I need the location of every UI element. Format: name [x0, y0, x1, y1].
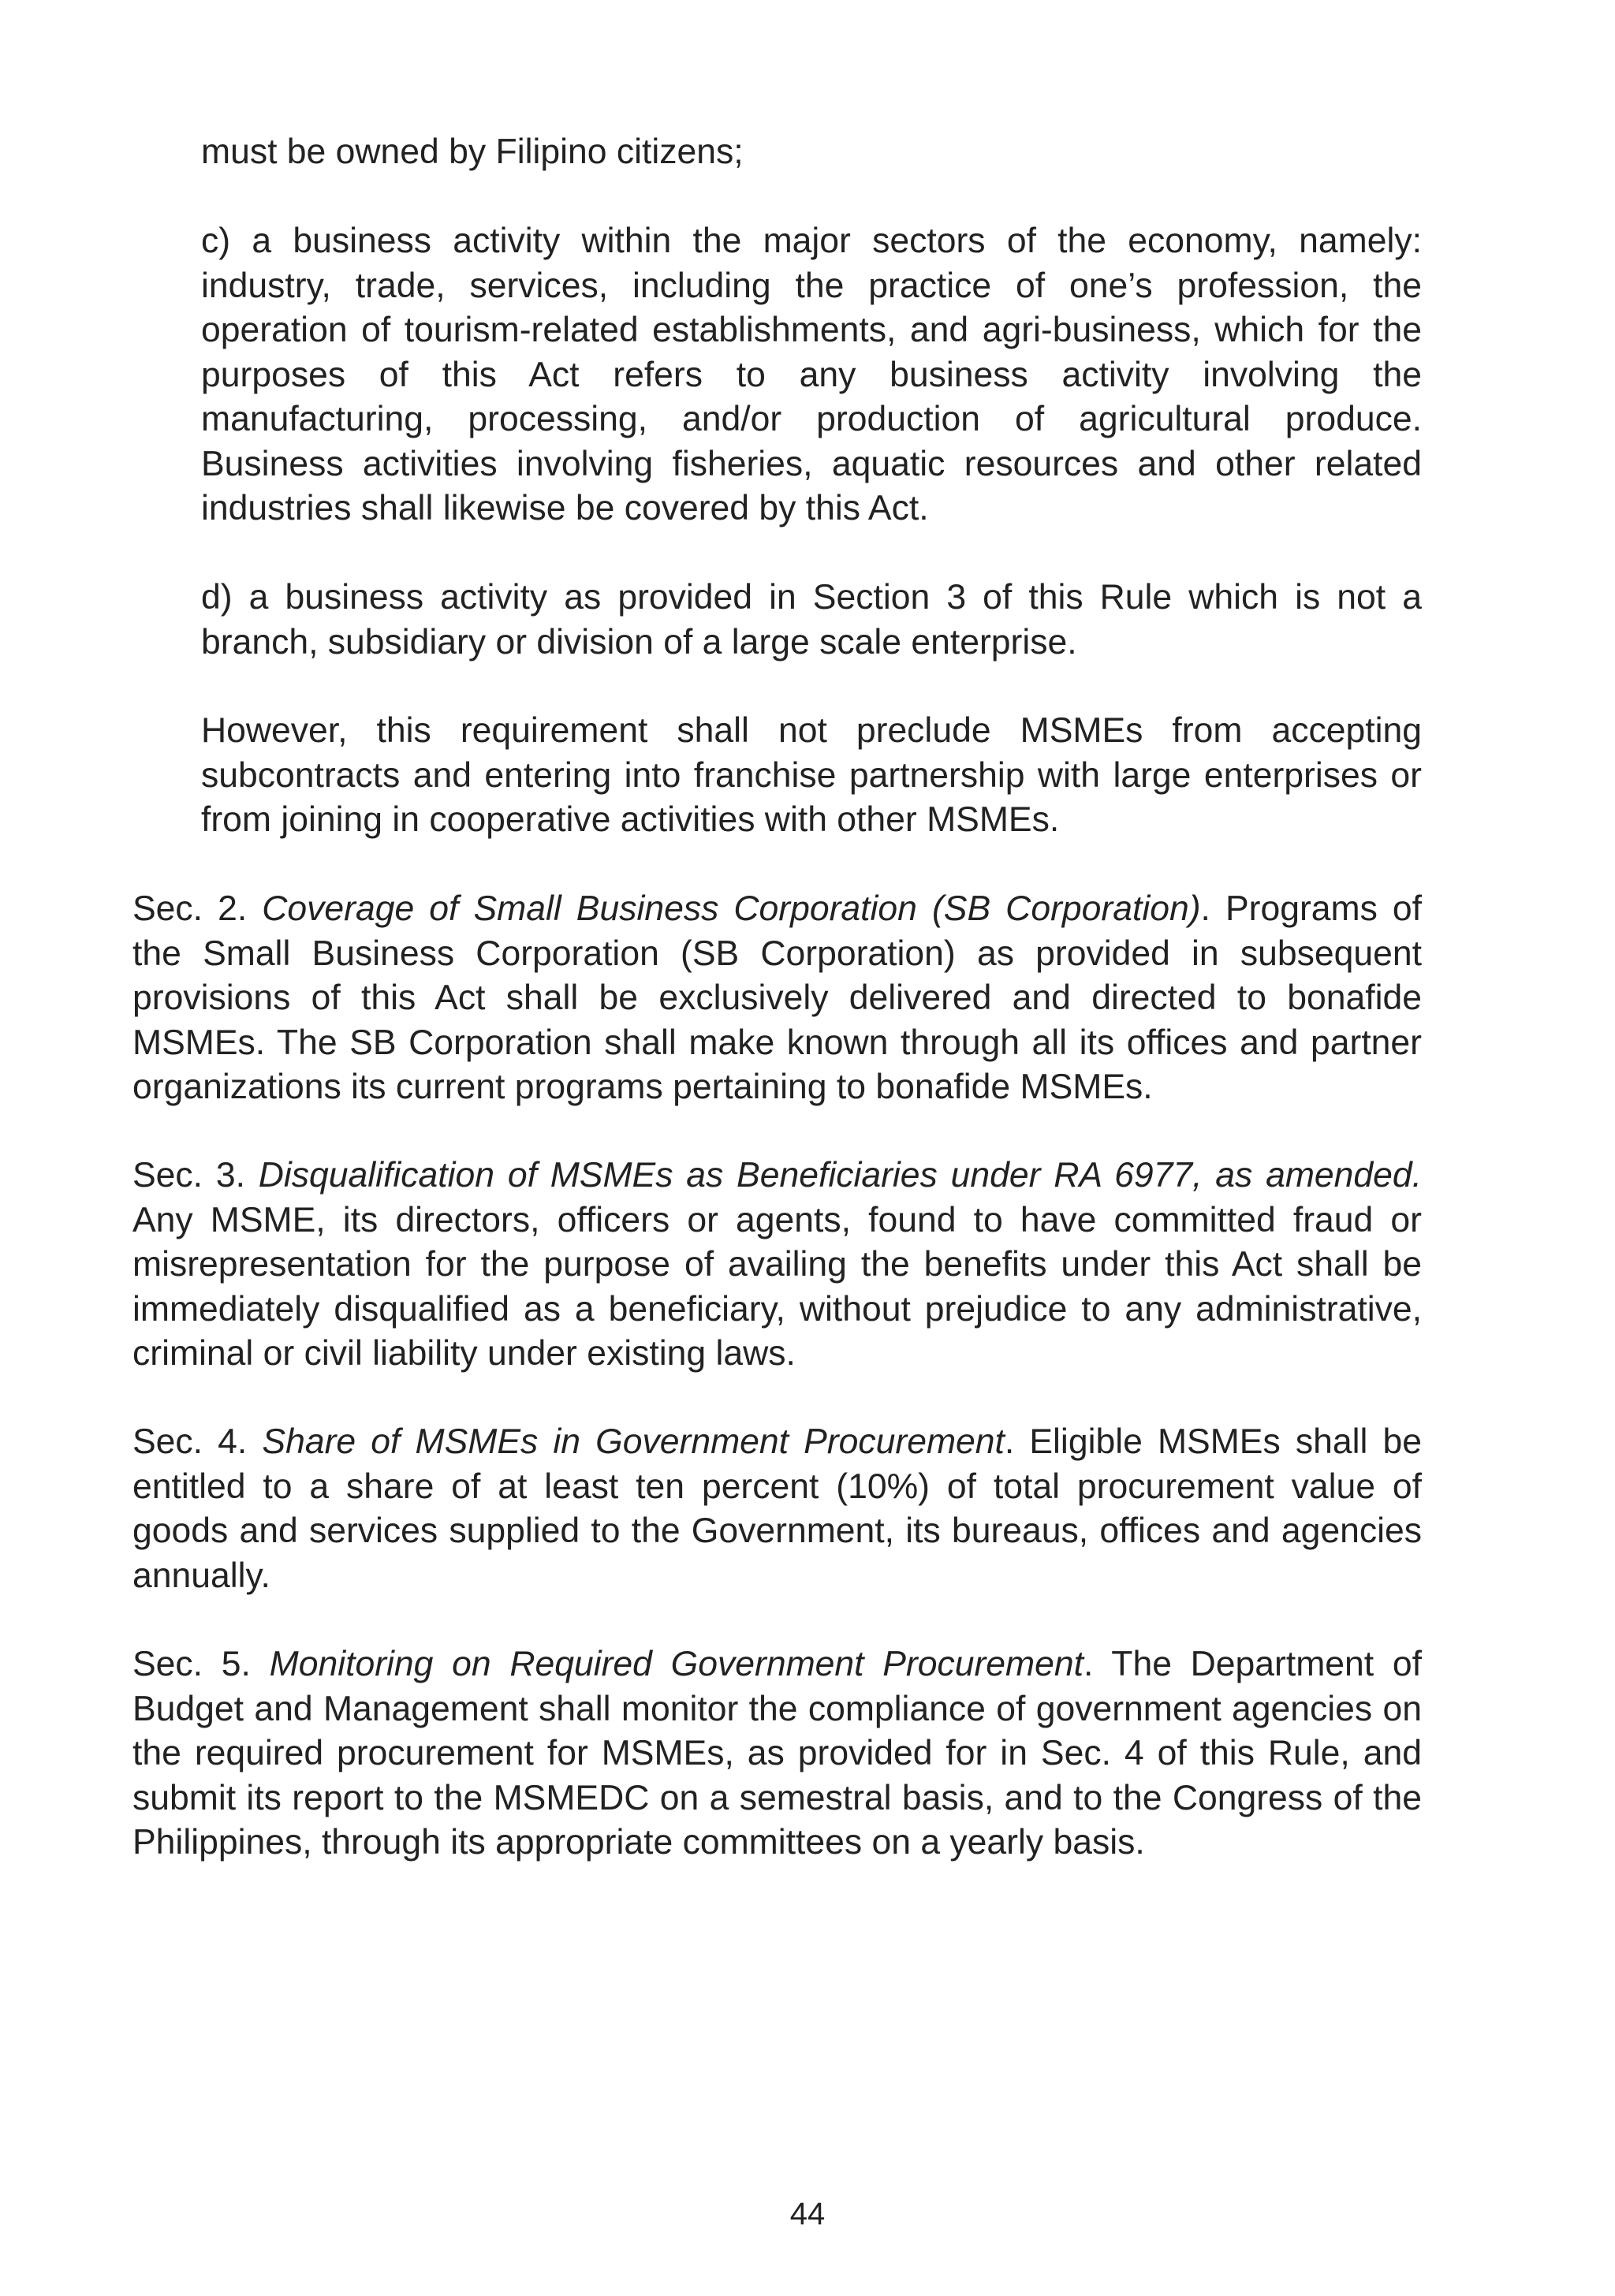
- section-title: Share of MSMEs in Government Procurement: [262, 1422, 1005, 1461]
- section-label: Sec. 2.: [132, 889, 248, 928]
- section-label: Sec. 5.: [132, 1645, 251, 1683]
- section-body: . Programs of the Small Business Corporation (SB Corporation) as provided in subsequent provisions of this Act shall be exclusively delivered and directed to bonafide MSMEs. The SB Corporation shall make known through all its offices and partner organizations its current programs pertaining to bonafide MSMEs.: [132, 889, 1422, 1106]
- section-body: . The Department of Budget and Management shall monitor the compliance of government agencies on the required procurement for MSMEs, as provided for in Sec. 4 of this Rule, and submit its report to the MSMEDC on a semestral basis, and to the Congress of the Philippines, through its appropriate committees on a yearly basis.: [132, 1645, 1422, 1862]
- however-paragraph: However, this requirement shall not preclude MSMEs from accepting subcontracts and entering into franchise partnership with large enterprises or from joining in cooperative activities with other MSMEs.: [201, 711, 1422, 839]
- page-number: 44: [789, 2197, 826, 2231]
- section-title: Disqualification of MSMEs as Beneficiaries under RA 6977, as amended.: [258, 1156, 1422, 1195]
- paragraph-d: d) a business activity as provided in Section 3 of this Rule which is not a branch, subsidiary or division of a large scale enterprise.: [201, 578, 1422, 662]
- section-title: Coverage of Small Business Corporation (SB Corporation): [262, 889, 1201, 928]
- section-2: [132, 887, 1422, 1110]
- section-3: [132, 1154, 1422, 1377]
- section-4: [132, 1420, 1422, 1598]
- section-body: Any MSME, its directors, officers or agents, found to have committed fraud or misrepresentation for the purpose of availing the benefits under this Act shall be immediately disqualified as a beneficiary, without prejudice to any administrative, criminal or civil liability under existing laws.: [132, 1200, 1422, 1373]
- continuation-paragraph: must be owned by Filipino citizens;: [201, 132, 744, 171]
- section-body: . Eligible MSMEs shall be entitled to a share of at least ten percent (10%) of total procurement value of goods and services supplied to the Government, its bureaus, offices and agencies annually.: [132, 1422, 1422, 1595]
- section-label: Sec. 4.: [132, 1422, 248, 1461]
- section-5: [132, 1642, 1422, 1866]
- paragraph-c: c) a business activity within the major sectors of the economy, namely: industry, trade, services, including the practice of one’s profession, the operation of tourism-related establishments, and agri-business, which for the purposes of this Act refers to any business activity involving the manufacturing, processing, and/or production of agricultural produce. Business activities involving fisheries, aquatic resources and other related industries shall likewise be covered by this Act.: [201, 222, 1422, 527]
- section-label: Sec. 3.: [132, 1156, 245, 1195]
- section-title: Monitoring on Required Government Procurement: [269, 1645, 1084, 1683]
